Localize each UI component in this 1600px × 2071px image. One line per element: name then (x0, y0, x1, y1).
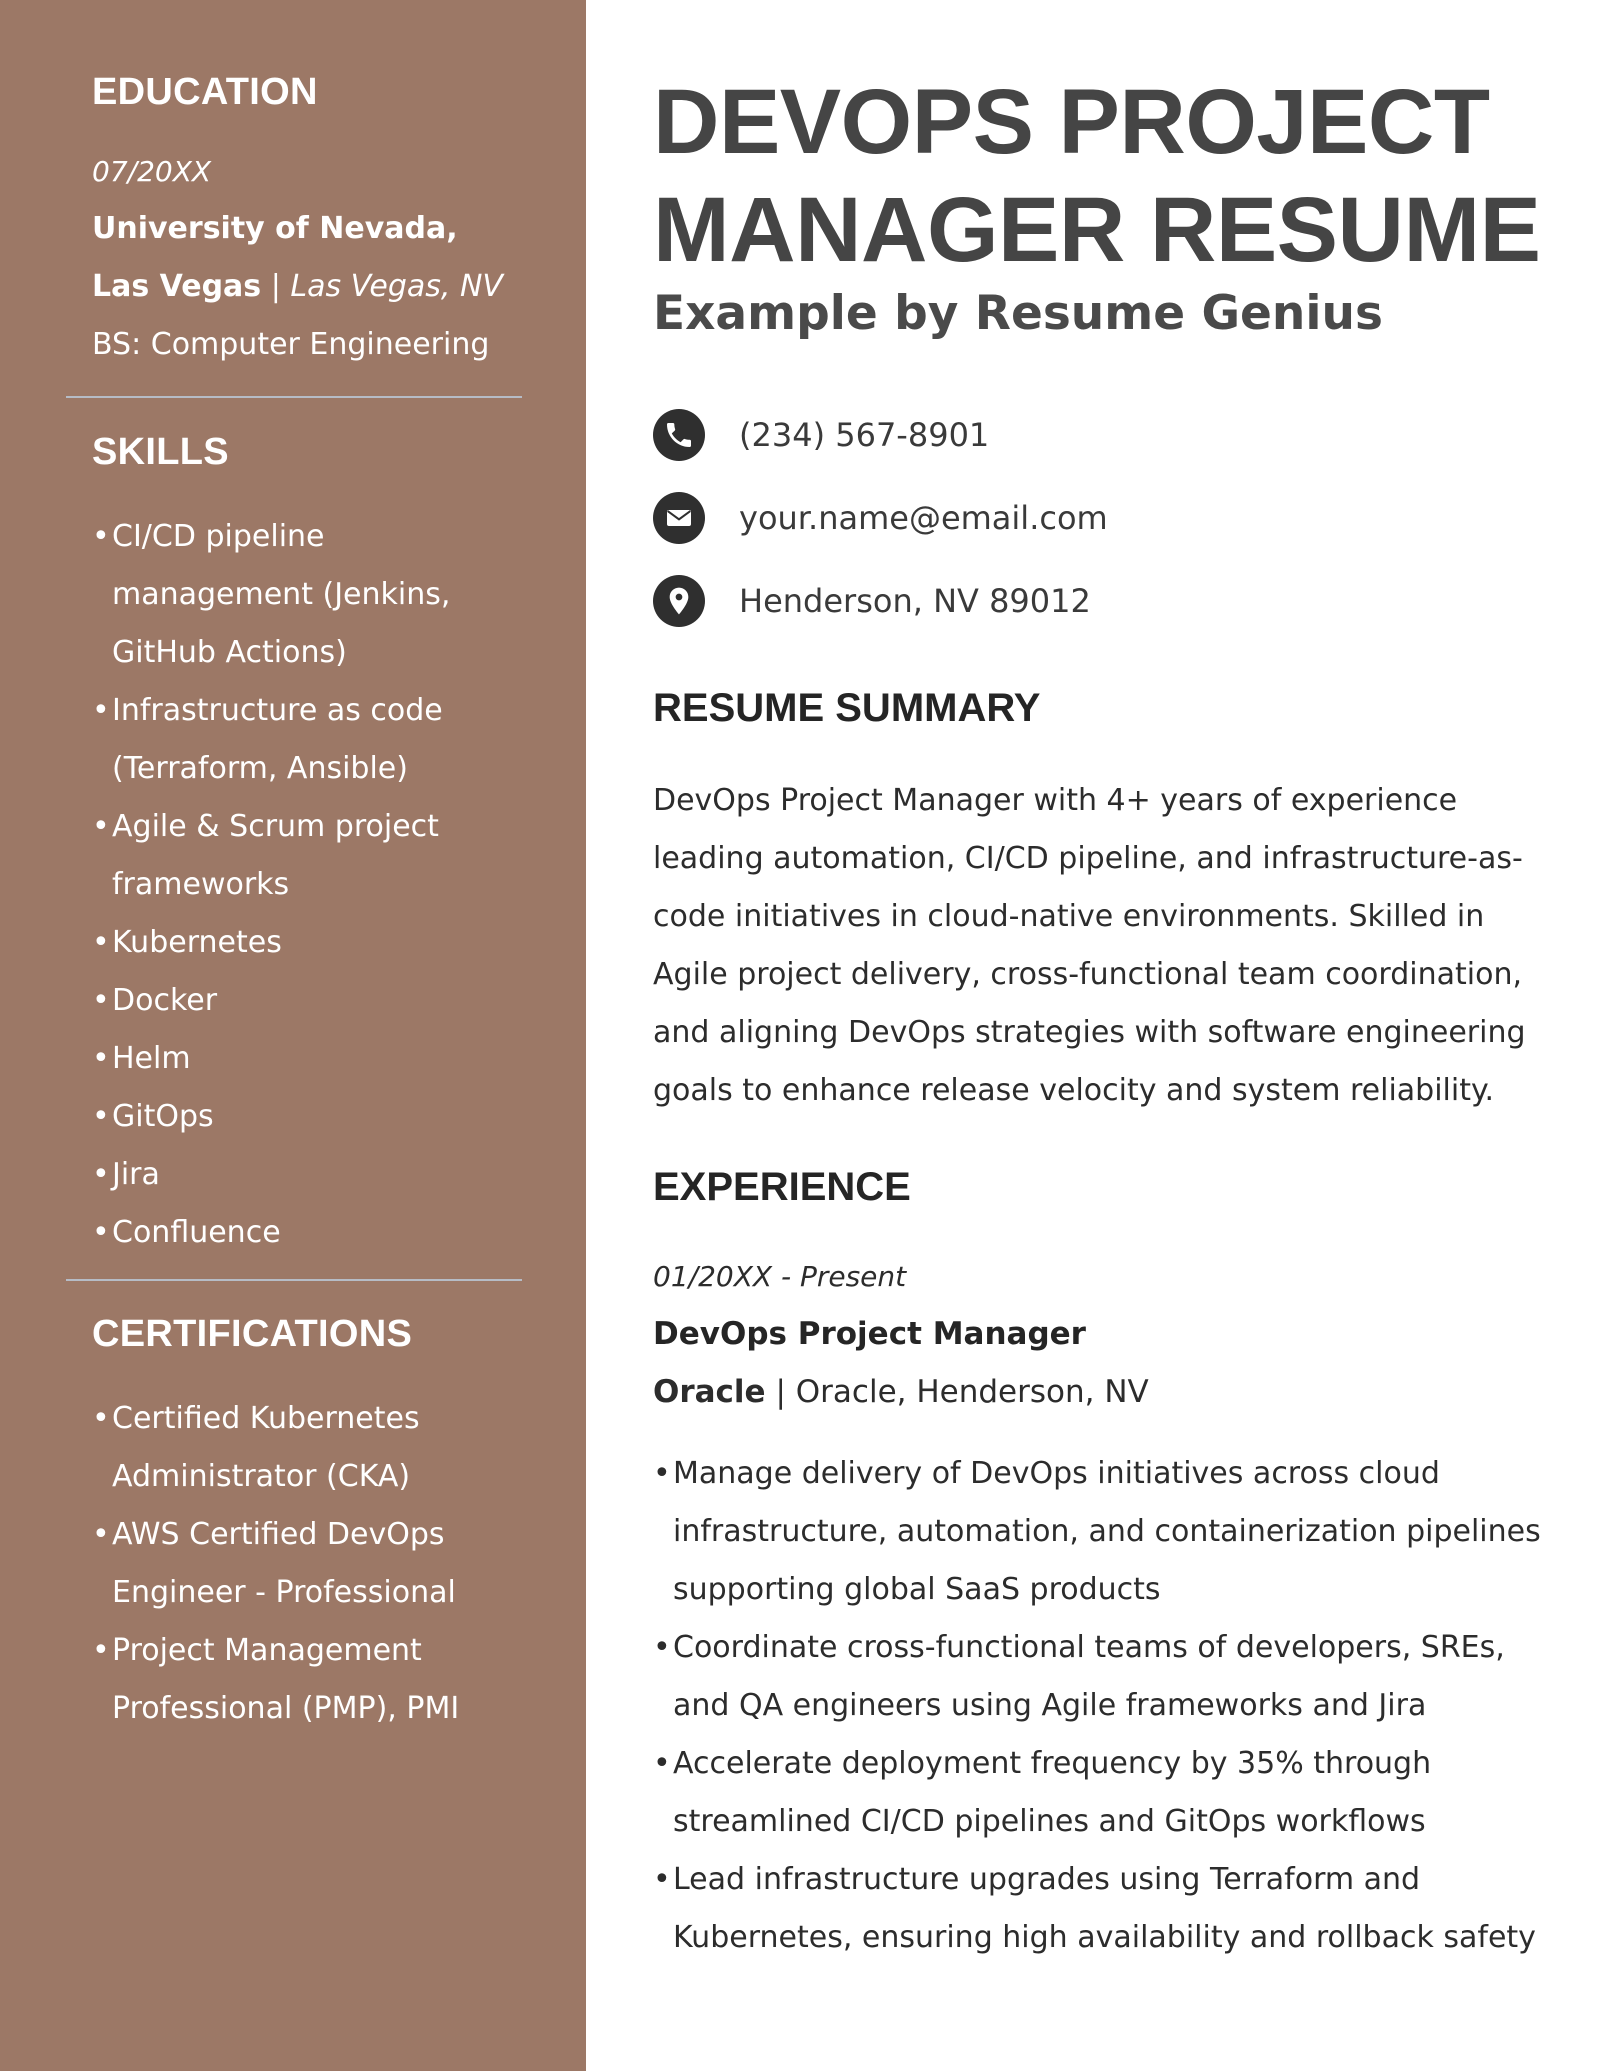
phone-icon (653, 409, 705, 461)
job-title: DevOps Project Manager (653, 1316, 1086, 1352)
certification-item: • AWS Certified DevOps Engineer - Professional (92, 1506, 472, 1622)
job-bullet: • Manage delivery of DevOps initiatives across cloud infrastructure, automation, and containerization pipelines supporting global SaaS products (653, 1445, 1543, 1619)
page-title (653, 68, 1540, 284)
job-company-line (653, 1374, 1149, 1410)
location-pin-icon (653, 575, 705, 627)
envelope-icon (653, 492, 705, 544)
skill-item: • Docker (92, 972, 452, 1030)
job-bullet: • Lead infrastructure upgrades using Terraform and Kubernetes, ensuring high availability and rollback safety (653, 1851, 1543, 1967)
contact-phone: (234) 567-8901 (739, 416, 990, 454)
skill-item: • Agile & Scrum project frameworks (92, 798, 452, 914)
skills-heading: SKILLS (92, 431, 229, 473)
skill-item: • CI/CD pipeline management (Jenkins, GitHub Actions) (92, 508, 452, 682)
job-company: Oracle (653, 1374, 766, 1410)
skill-item: • Helm (92, 1030, 452, 1088)
contact-location-row (653, 574, 1091, 628)
certifications-section (92, 1314, 532, 1738)
certification-item: • Certified Kubernetes Administrator (CKA) (92, 1390, 472, 1506)
contact-location: Henderson, NV 89012 (739, 582, 1091, 620)
contact-email: your.name@email.com (739, 499, 1108, 537)
education-degree: BS: Computer Engineering (92, 326, 490, 362)
job-dates: 01/20XX - Present (653, 1260, 907, 1293)
job-separator: | (775, 1374, 786, 1410)
education-school: University of Nevada, Las Vegas (92, 210, 458, 304)
sidebar (0, 0, 586, 2071)
education-section (92, 72, 532, 374)
education-date: 07/20XX (92, 154, 212, 188)
education-heading: EDUCATION (92, 71, 318, 113)
education-location: Las Vegas, NV (290, 268, 503, 304)
title-line-1: DEVOPS PROJECT (653, 71, 1490, 173)
contact-email-row (653, 491, 1108, 545)
skills-list (92, 508, 452, 1262)
skill-item: • Infrastructure as code (Terraform, Ansible) (92, 682, 452, 798)
education-separator: | (270, 268, 281, 304)
skill-item: • GitOps (92, 1088, 452, 1146)
contact-phone-row (653, 408, 989, 462)
skill-item: • Confluence (92, 1204, 452, 1262)
sidebar-divider (66, 396, 522, 398)
title-line-2: MANAGER RESUME (653, 179, 1541, 281)
certifications-heading: CERTIFICATIONS (92, 1313, 413, 1355)
job-bullet: • Accelerate deployment frequency by 35% through streamlined CI/CD pipelines and GitOps workflows (653, 1735, 1543, 1851)
page-subtitle: Example by Resume Genius (653, 286, 1383, 341)
skills-section (92, 432, 532, 1262)
sidebar-divider (66, 1279, 522, 1281)
job-location: Oracle, Henderson, NV (795, 1374, 1149, 1410)
summary-heading: RESUME SUMMARY (653, 686, 1041, 730)
job-bullet: • Coordinate cross-functional teams of developers, SREs, and QA engineers using Agile frameworks and Jira (653, 1619, 1543, 1735)
education-school-line (92, 200, 512, 316)
certifications-list (92, 1390, 472, 1738)
experience-heading: EXPERIENCE (653, 1165, 911, 1209)
job-bullets (653, 1445, 1543, 1967)
certification-item: • Project Management Professional (PMP), PMI (92, 1622, 472, 1738)
summary-text: DevOps Project Manager with 4+ years of experience leading automation, CI/CD pipeline, and infrastructure-as-code initiatives in cloud-native environments. Skilled in Agile project delivery, cross-functional team coordination, and aligning DevOps strategies with software engineering goals to enhance release velocity and system reliability. (653, 783, 1526, 1108)
skill-item: • Kubernetes (92, 914, 452, 972)
skill-item: • Jira (92, 1146, 452, 1204)
